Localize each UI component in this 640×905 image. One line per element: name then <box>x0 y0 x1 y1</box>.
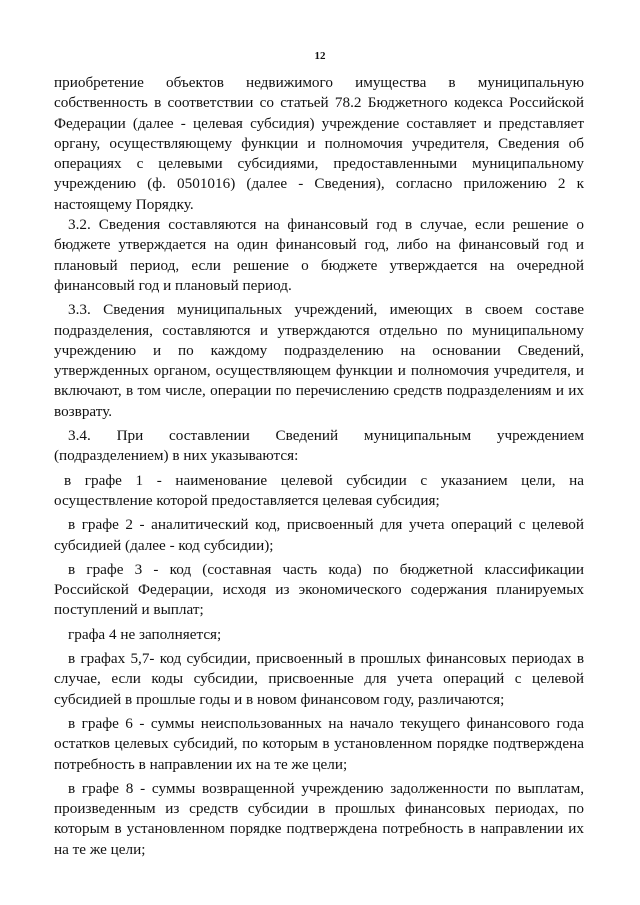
paragraph-column-8: в графе 8 - суммы возвращенной учреждению задолженности по выплатам, произведенным из средств субсидии в прошлых финансовых периодах, по которым в установленном порядке подтверждена потребность в направлении их на те же цели; <box>54 779 584 858</box>
paragraph-column-1: в графе 1 - наименование целевой субсидии с указанием цели, на осуществление которой предоставляется целевая субсидия; <box>54 471 584 509</box>
paragraph-column-3: в графе 3 - код (составная часть кода) по бюджетной классификации Российской Федерации, исходя из экономического содержания планируемых поступлений и выплат; <box>54 560 584 619</box>
paragraph-3-3: 3.3. Сведения муниципальных учреждений, имеющих в своем составе подразделения, составляются и утверждаются отдельно по муниципальному учреждению и по каждому подразделению на основании Сведений, утвержденных органом, осуществляющем функции и полномочия учредителя, и включают, в том числе, операции по перечислению средств подразделениям и их возврату. <box>54 301 584 420</box>
paragraph-column-4: графа 4 не заполняется; <box>68 625 222 643</box>
paragraph-3-2: 3.2. Сведения составляются на финансовый год в случае, если решение о бюджете утверждается на один финансовый год, либо на финансовый год и плановый период, если решение о бюджете утверждается на очередной финансовый год и плановый период. <box>54 216 584 294</box>
paragraph-column-6: в графе 6 - суммы неиспользованных на начало текущего финансового года остатков целевых субсидий, по которым в установленном порядке подтверждена потребность в направлении их на те же цели; <box>54 714 584 773</box>
page-number: 12 <box>314 50 326 62</box>
document-body <box>54 73 584 860</box>
paragraph-column-2: в графе 2 - аналитический код, присвоенный для учета операций с целевой субсидией (далее - код субсидии); <box>54 516 584 554</box>
paragraph-continuation: приобретение объектов недвижимого имущества в муниципальную собственность в соответствии со статьей 78.2 Бюджетного кодекса Российской Федерации (далее - целевая субсидия) учреждение составляет и представляет органу, осуществляющему функции и полномочия учредителя, Сведения об операциях с целевыми субсидиями, предоставленными муниципальному учреждению (ф. 0501016) (далее - Сведения), согласно приложению 2 к настоящему Порядку. <box>54 74 584 213</box>
paragraph-columns-5-7: в графах 5,7- код субсидии, присвоенный в прошлых финансовых периодах в случае, если коды субсидии, присвоенные для учета операций с целевой субсидией в прошлые годы и в новом финансовом году, различаются; <box>54 650 584 708</box>
paragraph-3-4: 3.4. При составлении Сведений муниципальным учреждением (подразделением) в них указываются: <box>54 427 584 465</box>
